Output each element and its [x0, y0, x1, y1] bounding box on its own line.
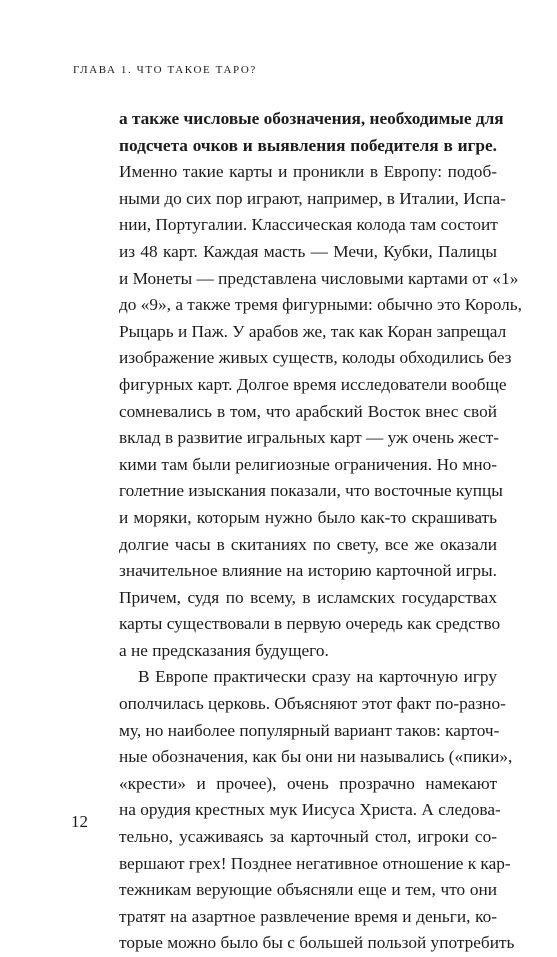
text-line: голетние изыскания показали, что восточные купцы: [119, 481, 503, 501]
text-line: значительное влияние на историю карточной игры.: [119, 561, 497, 581]
running-head: ГЛАВА 1. ЧТО ТАКОЕ ТАРО?: [73, 64, 257, 76]
text-line: до «9», а также тремя фигурными: обычно это Король,: [119, 295, 522, 315]
text-line: и Монеты — представлена числовыми картами от «1»: [119, 268, 519, 288]
text-line: нии, Португалии. Классическая колода там состоит: [119, 215, 498, 235]
text-line: сомневались в том, что арабский Восток внес свой: [119, 401, 497, 421]
text-line: В Европе практически сразу на карточную игру: [138, 667, 497, 687]
text-line: а не предсказания будущего.: [119, 640, 329, 660]
text-line: ные обозначения, как бы они ни назывались («пики»,: [119, 747, 513, 767]
text-line: изображение живых существ, колоды обходились без: [119, 348, 512, 368]
text-line: вершают грех! Позднее негативное отношение к кар-: [119, 853, 511, 873]
text-line: на орудия крестных мук Иисуса Христа. А следова-: [119, 800, 501, 820]
text-line: ополчилась церковь. Объясняют этот факт по-разно-: [119, 694, 506, 714]
page-number: 12: [71, 812, 88, 831]
text-line: карты существовали в первую очередь как средство: [119, 614, 501, 634]
text-line: тежникам верующие объясняли еще и тем, что они: [119, 880, 497, 900]
text-line: вклад в развитие игральных карт — уж очень жест-: [119, 428, 500, 448]
text-line: из 48 карт. Каждая масть — Мечи, Кубки, Палицы: [119, 241, 497, 261]
text-line: а также числовые обозначения, необходимые для: [119, 109, 504, 128]
text-line: Рыцарь и Паж. У арабов же, так как Коран запрещал: [119, 321, 507, 341]
text-line: му, но наиболее популярный вариант таков: карточ-: [119, 720, 500, 740]
text-line: Причем, судя по всему, в исламских государствах: [119, 587, 497, 607]
text-line: кими там были религиозные ограничения. Но мно-: [119, 454, 497, 474]
body-text: [119, 106, 522, 957]
text-line: «крести» и прочее), очень прозрачно намекают: [119, 773, 497, 793]
text-line: тратят на азартное развлечение время и деньги, ко-: [119, 906, 497, 926]
text-line: ными до сих пор играют, например, в Италии, Испа-: [119, 188, 506, 208]
text-line: долгие часы в скитаниях по свету, все же оказали: [119, 534, 497, 554]
text-line: фигурных карт. Долгое время исследователи вообще: [119, 374, 507, 394]
text-line: тельно, усаживаясь за карточный стол, игроки со-: [119, 827, 497, 847]
text-line: торые можно было бы с большей пользой употребить: [119, 933, 515, 953]
text-line: Именно такие карты и проникли в Европу: подоб-: [119, 162, 497, 182]
text-line: подсчета очков и выявления победителя в игре.: [119, 135, 497, 155]
text-line: и моряки, которым нужно было как-то скрашивать: [119, 507, 497, 527]
